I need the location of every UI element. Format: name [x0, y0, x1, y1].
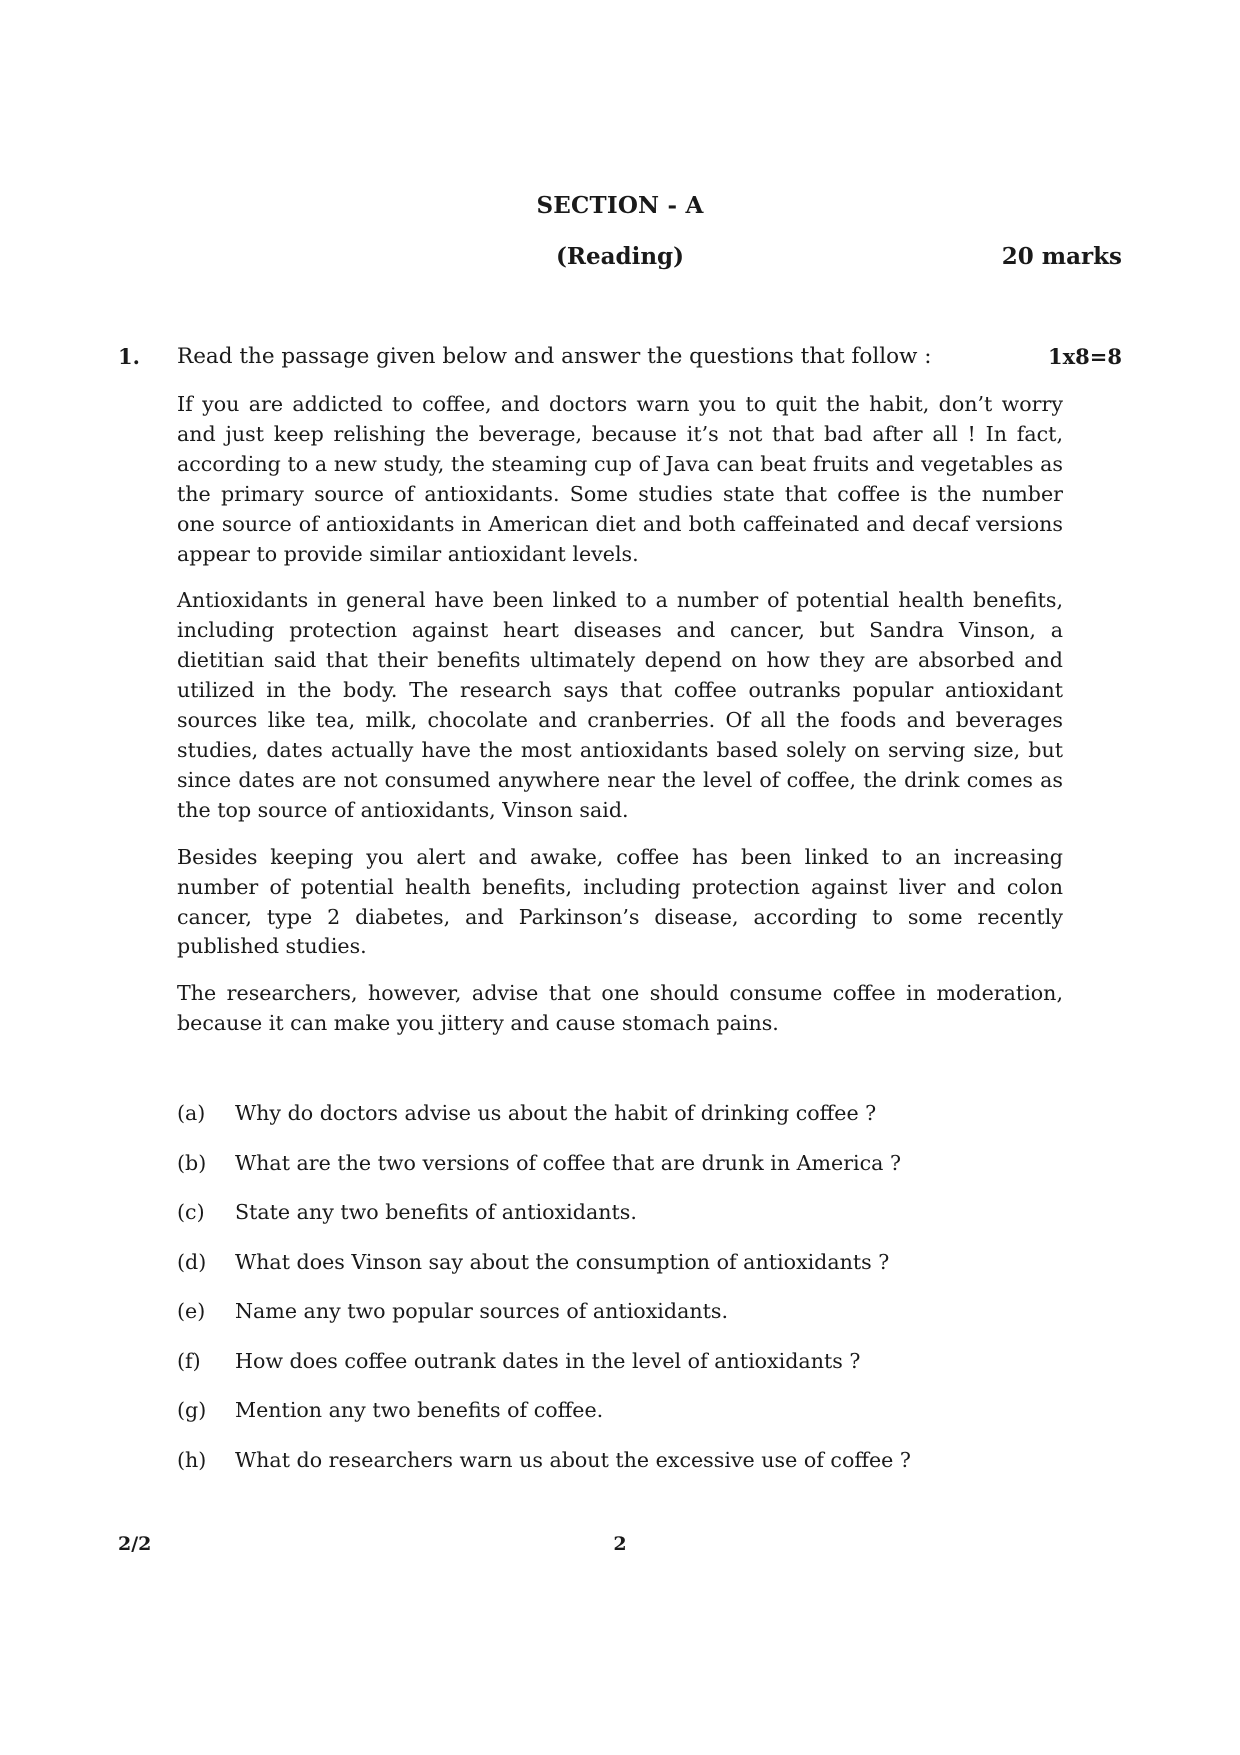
footer-page-number: 2: [613, 1533, 627, 1555]
sub-question: [177, 1395, 1077, 1445]
sub-question-text: What does Vinson say about the consumption of antioxidants ?: [235, 1249, 890, 1274]
passage-paragraph: Antioxidants in general have been linked to a number of potential health benefits, including protection against heart diseases and cancer, but Sandra Vinson, a dietitian said that their benefits ultimately depend on how they are absorbed and utilized in the body. The research says that coffee outranks popular antioxidant sources like tea, milk, chocolate and cranberries. Of all the foods and beverages studies, dates actually have the most antioxidants based solely on serving size, but since dates are not consumed anywhere near the level of coffee, the drink comes as the top source of antioxidants, Vinson said.: [177, 588, 1063, 822]
sub-question-text: How does coffee outrank dates in the level of antioxidants ?: [235, 1348, 861, 1373]
footer-paper-code: 2/2: [118, 1533, 152, 1555]
section-title: SECTION - A: [536, 192, 704, 219]
passage-paragraph: The researchers, however, advise that one should consume coffee in moderation, because it can make you jittery and cause stomach pains.: [177, 981, 1063, 1036]
reading-passage: [177, 390, 1063, 1056]
sub-question: [177, 1098, 1077, 1148]
subsection-title: (Reading): [555, 243, 685, 270]
sub-question-list: [177, 1098, 1077, 1494]
sub-question: [177, 1296, 1077, 1346]
question-marks: 1x8=8: [1048, 344, 1122, 369]
sub-question-letter: (a): [177, 1101, 206, 1125]
sub-question: [177, 1247, 1077, 1297]
sub-question-text: Mention any two benefits of coffee.: [235, 1398, 604, 1422]
passage-paragraph: Besides keeping you alert and awake, coffee has been linked to an increasing number of potential health benefits, including protection against liver and colon cancer, type 2 diabetes, and Parkinson’s disease, according to some recently published studies.: [177, 844, 1063, 959]
sub-question-letter: (f): [177, 1348, 201, 1373]
sub-question-text: Name any two popular sources of antioxidants.: [235, 1299, 729, 1323]
sub-question-letter: (h): [177, 1447, 207, 1472]
passage-paragraph: If you are addicted to coffee, and doctors warn you to quit the habit, don’t worry and just keep relishing the beverage, because it’s not that bad after all ! In fact, according to a new study, the steaming cup of Java can beat fruits and vegetables as the primary source of antioxidants. Some studies state that coffee is the number one source of antioxidants in American diet and both caffeinated and decaf versions appear to provide similar antioxidant levels.: [177, 392, 1063, 566]
sub-question-letter: (e): [177, 1299, 206, 1323]
sub-question: [177, 1445, 1077, 1495]
sub-question-text: What do researchers warn us about the excessive use of coffee ?: [235, 1447, 911, 1472]
question-instruction: Read the passage given below and answer the questions that follow :: [177, 344, 932, 369]
section-marks: 20 marks: [1001, 243, 1122, 270]
sub-question: [177, 1197, 1077, 1247]
sub-question-text: What are the two versions of coffee that are drunk in America ?: [235, 1150, 902, 1175]
sub-question-text: Why do doctors advise us about the habit of drinking coffee ?: [235, 1101, 877, 1125]
question-number: 1.: [118, 344, 140, 369]
sub-question-letter: (g): [177, 1398, 207, 1422]
sub-question-letter: (c): [177, 1200, 205, 1224]
sub-question: [177, 1346, 1077, 1396]
sub-question-letter: (b): [177, 1150, 207, 1175]
sub-question-letter: (d): [177, 1249, 207, 1274]
sub-question: [177, 1148, 1077, 1198]
sub-question-text: State any two benefits of antioxidants.: [235, 1200, 637, 1224]
